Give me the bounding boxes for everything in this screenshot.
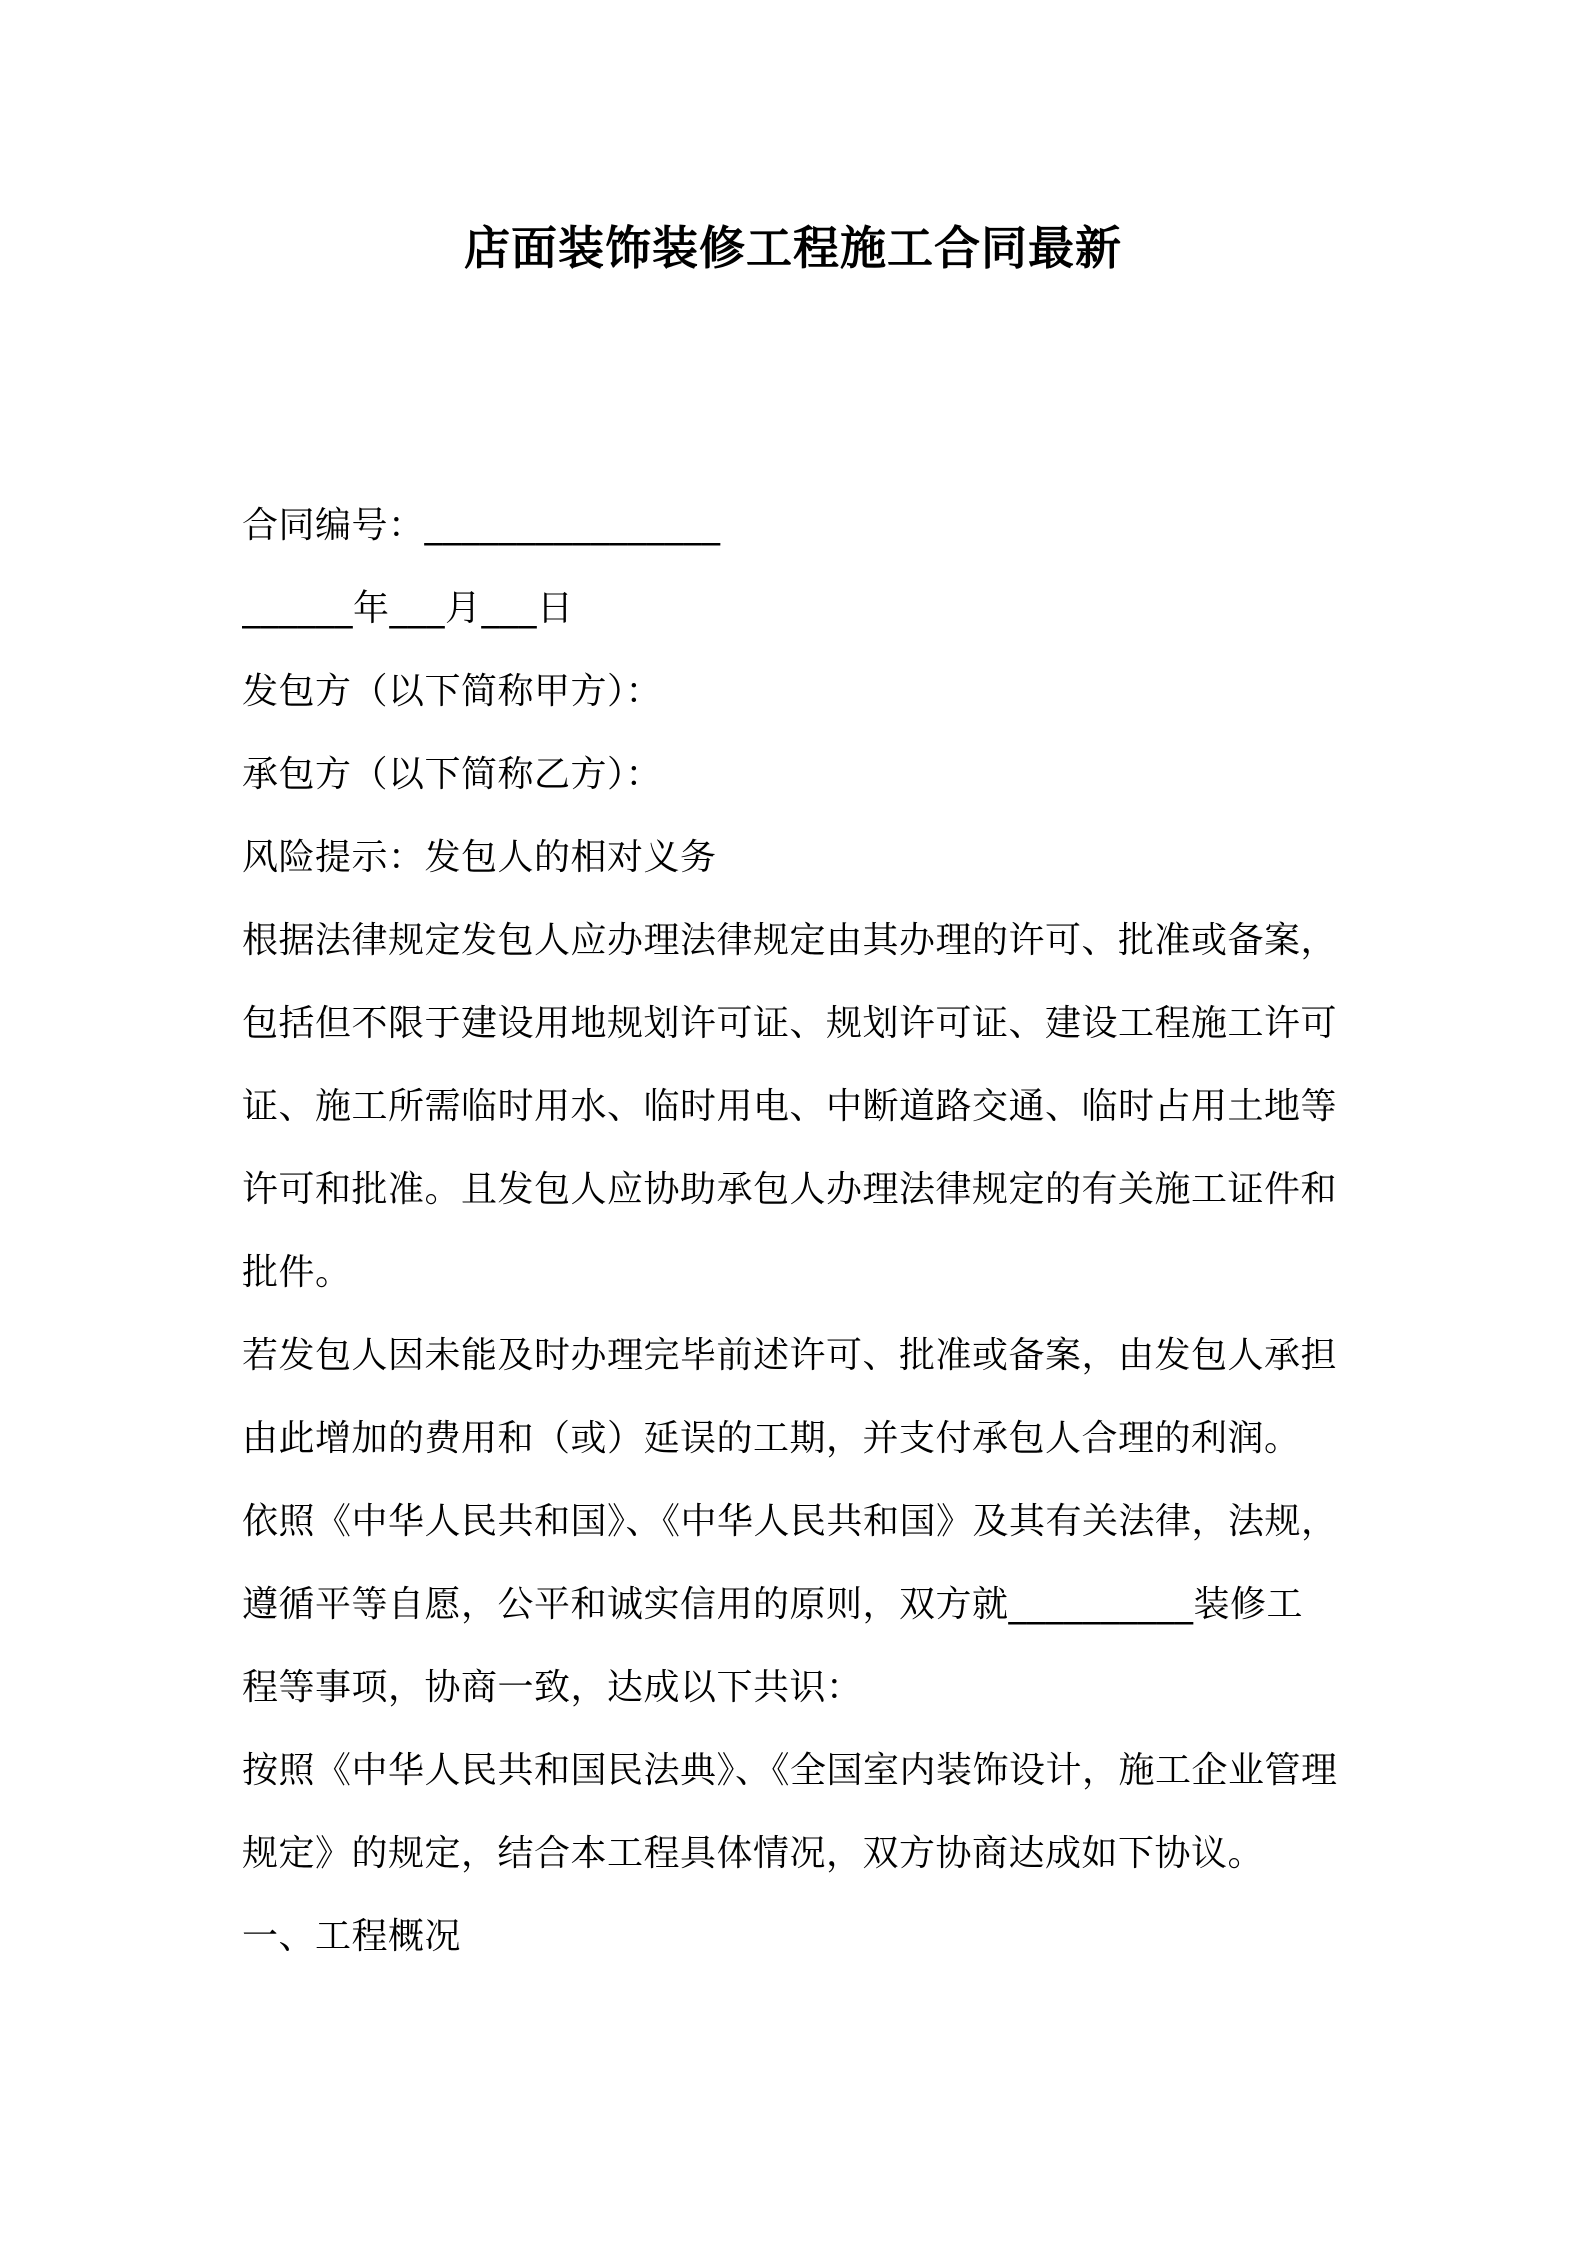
document-body (242, 484, 1352, 1978)
party-b-line: 承包方（以下简称乙方）： (242, 754, 663, 795)
paragraph-line: 规定》的规定，结合本工程具体情况，双方协商达成如下协议。 (242, 1833, 1265, 1874)
section-heading: 一、工程概况 (242, 1916, 462, 1957)
paragraph-line: 证、施工所需临时用水、临时用电、中断道路交通、临时占用土地等 (242, 1086, 1338, 1127)
risk-notice-line: 风险提示：发包人的相对义务 (242, 837, 717, 878)
paragraph-line: 由此增加的费用和（或）延误的工期，并支付承包人合理的利润。 (242, 1418, 1301, 1459)
paragraph-line: 遵循平等自愿，公平和诚实信用的原则，双方就__________装修工 (242, 1584, 1304, 1625)
paragraph-line: 许可和批准。且发包人应协助承包人办理法律规定的有关施工证件和 (242, 1169, 1338, 1210)
paragraph-line: 根据法律规定发包人应办理法律规定由其办理的许可、批准或备案， (242, 920, 1338, 961)
paragraph-line: 按照《中华人民共和国民法典》、《全国室内装饰设计，施工企业管理 (242, 1750, 1338, 1791)
paragraph-line: 程等事项，协商一致，达成以下共识： (242, 1667, 863, 1708)
document-title: 店面装饰装修工程施工合同最新 (464, 221, 1122, 275)
paragraph-line: 包括但不限于建设用地规划许可证、规划许可证、建设工程施工许可 (242, 1003, 1338, 1044)
paragraph-line: 依照《中华人民共和国》、《中华人民共和国》及其有关法律，法规， (242, 1501, 1338, 1542)
paragraph-line: 若发包人因未能及时办理完毕前述许可、批准或备案，由发包人承担 (242, 1335, 1338, 1376)
date-line: ______年___月___日 (242, 588, 574, 629)
party-a-line: 发包方（以下简称甲方）： (242, 671, 663, 712)
contract-number-line: 合同编号：________________ (242, 505, 721, 546)
paragraph-line: 批件。 (242, 1252, 352, 1293)
